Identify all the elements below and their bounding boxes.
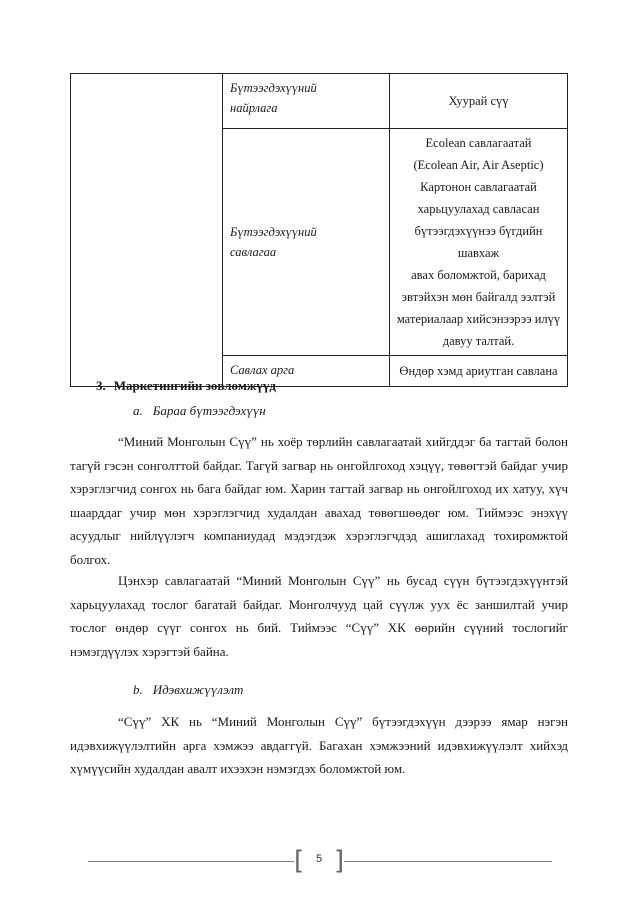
product-spec-table [70, 73, 568, 387]
table-row [71, 74, 568, 129]
table-value-line: давуу талтай. [442, 334, 515, 348]
subsection-title: Бараа бүтээгдэхүүн [152, 403, 266, 418]
paragraph: “Сүү” ХК нь “Миний Монголын Сүү” бүтээгдэхүүн дээрээ ямар нэгэн идэвхижүүлэлтийн арга хэмжээ авдаггүй. Багахан хэмжээний идэвхижүүлэлт хийхэд хүмүүсийн худалдан авалт ихээхэн нэмэгдэх боломжтой юм. [70, 714, 568, 776]
table-value-line: бүтээгдэхүүнээ бүгдийн шавхаж [414, 224, 543, 260]
table-label-line: савлагаа [230, 245, 277, 259]
table-label-cell [223, 74, 390, 129]
table-value-line: эвтэйхэн мөн байгалд ээлтэй [401, 290, 556, 304]
page-number: 5 [315, 853, 323, 865]
subsection-heading [133, 682, 243, 698]
table-value-line: (Ecolean Air, Air Aseptic) [413, 158, 544, 172]
table-value-line: Өндөр хэмд ариутган савлана [399, 364, 558, 378]
table-value-cell [390, 356, 568, 387]
table-label-line: Бүтээгдэхүүний [230, 225, 317, 239]
table-label-cell [223, 129, 390, 356]
footer-bracket-left-icon: [ [294, 846, 305, 876]
table-empty-cell [71, 74, 223, 387]
subsection-letter: a. [133, 403, 143, 418]
table-label-line: найрлага [230, 101, 278, 115]
section-heading [96, 378, 276, 394]
subsection-letter: b. [133, 682, 143, 697]
section-number: 3. [96, 378, 106, 393]
table-value-line: материалаар хийсэнээрээ илүү [396, 312, 561, 326]
footer-rule-right [344, 861, 552, 862]
table-label-line: Савлах арга [230, 363, 295, 377]
subsection-title: Идэвхижүүлэлт [152, 682, 244, 697]
table-value-line: авах боломжтой, барихад [411, 268, 546, 282]
table-value-line: Хуурай сүү [448, 94, 509, 108]
table-value-cell [390, 74, 568, 129]
section-title: Маркетингийн зөвлөмжүүд [113, 378, 276, 393]
paragraph: Цэнхэр савлагаатай “Миний Монголын Сүү” нь бусад сүүн бүтээгдэхүүнтэй харьцуулахад тослог багатай байдаг. Монголчууд цай сүүлж уух ёс заншилтай учир тослог өндөр сүүг сонгох нь бий. Тиймээс “Сүү” ХК өөрийн сүүний тослогийг нэмэгдүүлэх хэрэгтэй байна. [70, 573, 568, 659]
table-value-line: Картонон савлагаатай [420, 180, 537, 194]
footer-bracket-right-icon: ] [334, 846, 345, 876]
subsection-heading [133, 403, 266, 419]
paragraph: “Миний Монголын Сүү” нь хоёр төрлийн савлагаатай хийгддэг ба тагтай болон тагүй гэсэн сонголттой байдаг. Тагүй загвар нь онгойлгоход хэцүү, төвөгтэй байдаг учир хэрэглэгчид сонгох нь бага байдаг юм. Харин тагтай загвар нь онгойлгоход их хатуу, хүч шаарддаг учир мөн хэрэглэгчид худалдан авахад төвөгшөөдөг юм. Тиймээс энэхүү асуудлыг нийлүүлэгч компаниудад мэдэгдэж хэрэглэгчдэд ашиглахад тохиромжтой болгох. [70, 434, 568, 567]
table-label-line: Бүтээгдэхүүний [230, 81, 317, 95]
table-value-line: Ecolean савлагаатай [425, 136, 532, 150]
table-value-cell [390, 129, 568, 356]
footer-rule-left [88, 861, 294, 862]
table-value-line: харьцуулахад савласан [417, 202, 540, 216]
